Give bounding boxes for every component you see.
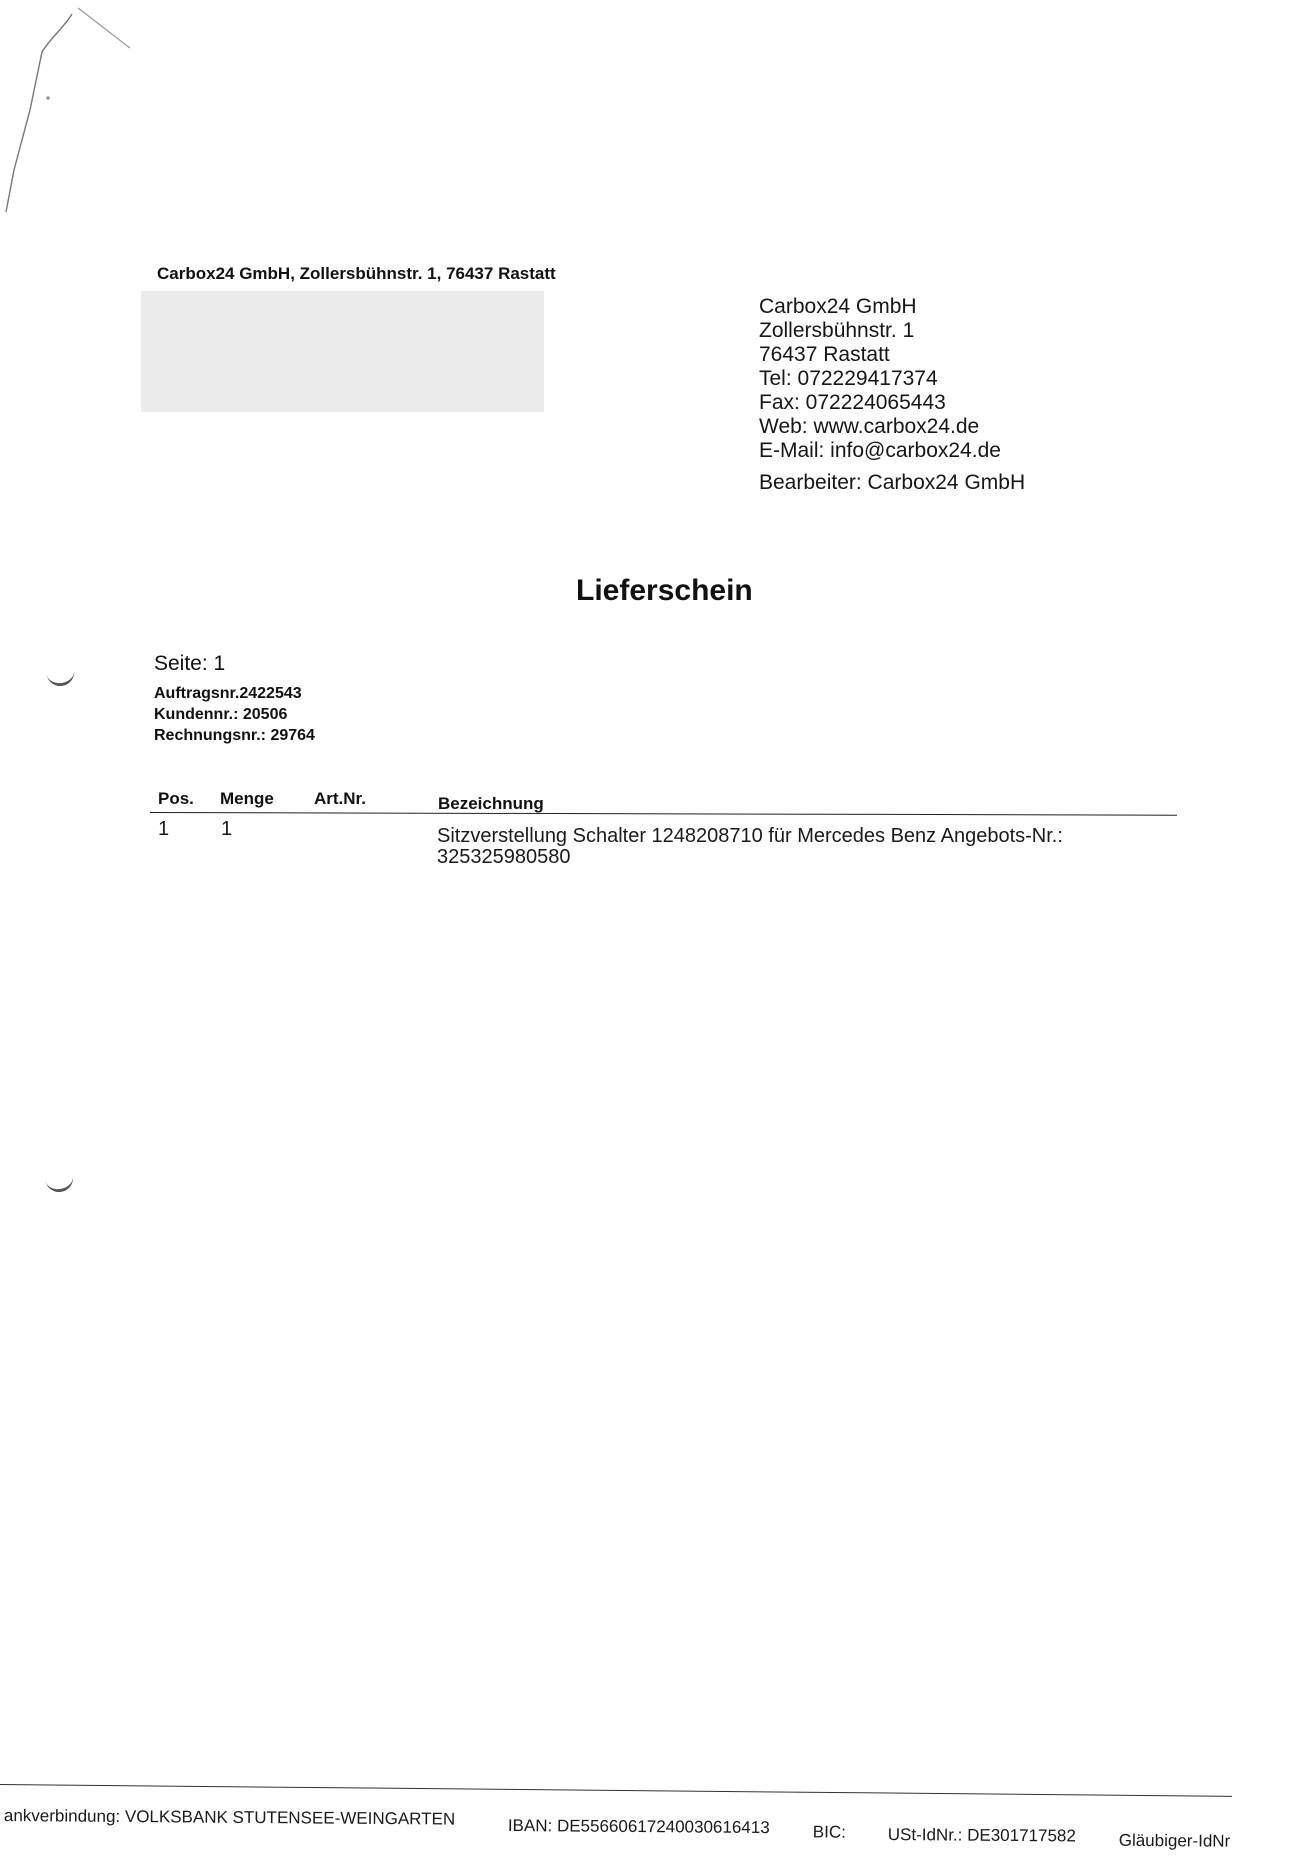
row-bezeichnung xyxy=(437,826,1063,868)
customer-number: Kundennr.: 20506 xyxy=(154,706,288,723)
table-header-rule xyxy=(150,812,1177,816)
footer xyxy=(0,1806,1300,1856)
paper-corner-mark xyxy=(0,0,140,220)
company-email: E-Mail: info@carbox24.de xyxy=(759,439,1001,462)
punch-hole-mark xyxy=(46,667,76,688)
order-number: Auftragsnr.2422543 xyxy=(154,685,302,702)
row-bezeichnung-line2: 325325980580 xyxy=(437,846,571,868)
company-city: 76437 Rastatt xyxy=(759,343,890,366)
footer-bank: ankverbindung: VOLKSBANK STUTENSEE-WEINGARTEN xyxy=(3,1806,456,1829)
footer-rule xyxy=(0,1784,1232,1797)
column-header-bezeichnung: Bezeichnung xyxy=(438,794,544,813)
company-web: Web: www.carbox24.de xyxy=(759,415,980,438)
redacted-recipient-address xyxy=(141,291,544,412)
footer-iban: IBAN: DE55660617240030616413 xyxy=(507,1815,770,1838)
row-bezeichnung-line1: Sitzverstellung Schalter 1248208710 für Mercedes Benz Angebots-Nr.: xyxy=(437,825,1063,847)
company-name: Carbox24 GmbH xyxy=(759,295,917,318)
column-header-artnr: Art.Nr. xyxy=(314,789,366,808)
document-title: Lieferschein xyxy=(576,574,753,607)
footer-creditor-id: Gläubiger-IdNr xyxy=(1118,1830,1231,1851)
sender-return-address: Carbox24 GmbH, Zollersbühnstr. 1, 76437 Rastatt xyxy=(157,264,556,283)
company-fax: Fax: 072224065443 xyxy=(759,391,946,414)
punch-hole-mark xyxy=(45,1173,76,1195)
row-pos: 1 xyxy=(158,818,170,840)
row-menge: 1 xyxy=(221,818,233,840)
company-phone: Tel: 072229417374 xyxy=(759,367,938,390)
company-street: Zollersbühnstr. 1 xyxy=(759,319,915,342)
company-contact-block xyxy=(759,295,1025,495)
invoice-number: Rechnungsnr.: 29764 xyxy=(154,727,315,744)
company-editor: Bearbeiter: Carbox24 GmbH xyxy=(759,471,1026,494)
column-header-menge: Menge xyxy=(220,789,274,808)
document-meta xyxy=(154,683,315,746)
column-header-pos: Pos. xyxy=(158,789,194,808)
footer-bic: BIC: xyxy=(812,1822,846,1842)
footer-vat-id: USt-IdNr.: DE301717582 xyxy=(887,1824,1076,1846)
page-number: Seite: 1 xyxy=(154,652,226,675)
